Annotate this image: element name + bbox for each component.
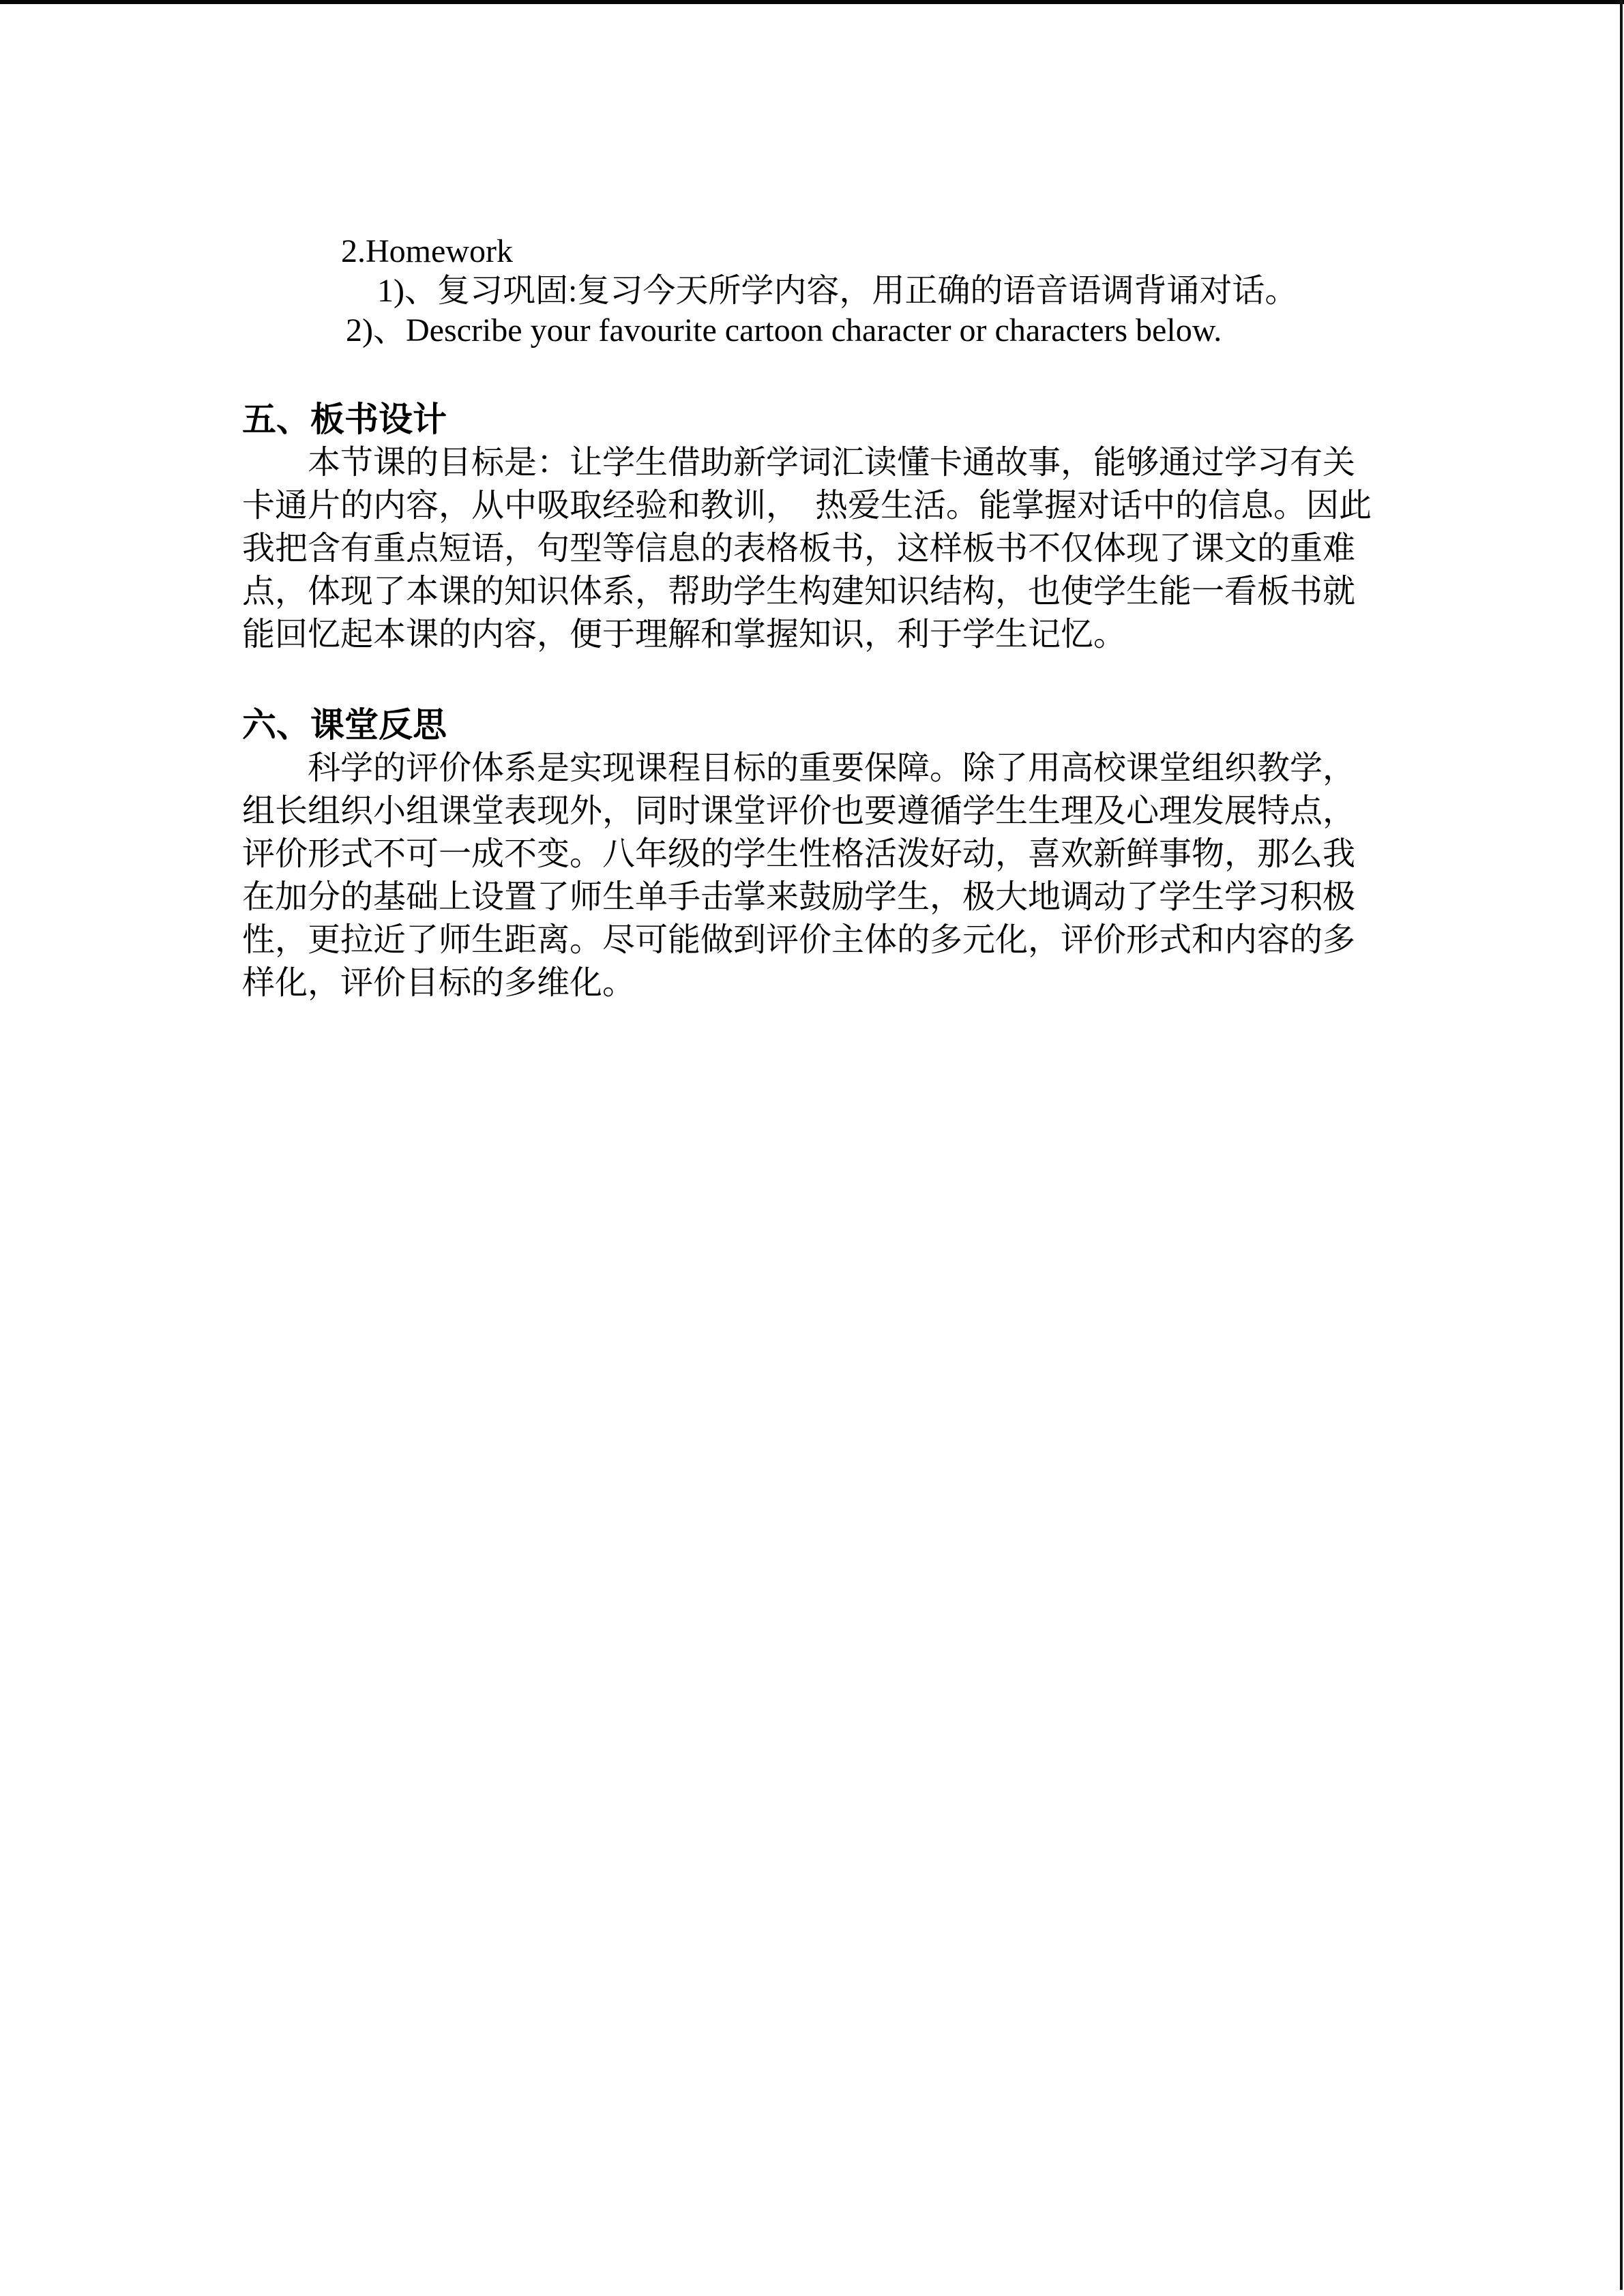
paragraph-line: 组长组织小组课堂表现外，同时课堂评价也要遵循学生生理及心理发展特点， bbox=[242, 793, 1356, 829]
paragraph-line: 性，更拉近了师生距离。尽可能做到评价主体的多元化，评价形式和内容的多 bbox=[242, 922, 1356, 958]
homework-item: 2)、Describe your favourite cartoon character or characters below. bbox=[346, 312, 1222, 348]
paragraph-line: 科学的评价体系是实现课程目标的重要保障。除了用高校课堂组织教学， bbox=[308, 750, 1356, 786]
paragraph-line: 卡通片的内容，从中吸取经验和教训， 热爱生活。能掌握对话中的信息。因此 bbox=[242, 488, 1372, 524]
paragraph-line: 样化，评价目标的多维化。 bbox=[242, 965, 636, 1001]
section-heading-board-design: 五、板书设计 bbox=[242, 400, 447, 438]
scan-artifact-top-edge bbox=[0, 0, 1624, 4]
section-heading-class-reflection: 六、课堂反思 bbox=[242, 706, 447, 744]
section-paragraph-class-reflection bbox=[242, 747, 1388, 1004]
paragraph-line: 点，体现了本课的知识体系，帮助学生构建知识结构，也使学生能一看板书就 bbox=[242, 573, 1356, 610]
paragraph-line: 本节课的目标是：让学生借助新学词汇读懂卡通故事，能够通过学习有关 bbox=[308, 445, 1356, 481]
paragraph-line: 能回忆起本课的内容，便于理解和掌握知识，利于学生记忆。 bbox=[242, 616, 1127, 653]
scan-artifact-right-edge bbox=[1620, 0, 1623, 2290]
paragraph-line: 评价形式不可一成不变。八年级的学生性格活泼好动，喜欢新鲜事物，那么我 bbox=[242, 836, 1356, 872]
paragraph-line: 我把含有重点短语，句型等信息的表格板书，这样板书不仅体现了课文的重难 bbox=[242, 531, 1356, 567]
paragraph-line: 在加分的基础上设置了师生单手击掌来鼓励学生，极大地调动了学生学习积极 bbox=[242, 879, 1356, 915]
document-content bbox=[242, 232, 1388, 1004]
homework-item: 1)、复习巩固:复习今天所学内容，用正确的语音语调背诵对话。 bbox=[377, 273, 1298, 309]
section-paragraph-board-design bbox=[242, 441, 1388, 656]
homework-title: 2.Homework bbox=[341, 233, 513, 269]
